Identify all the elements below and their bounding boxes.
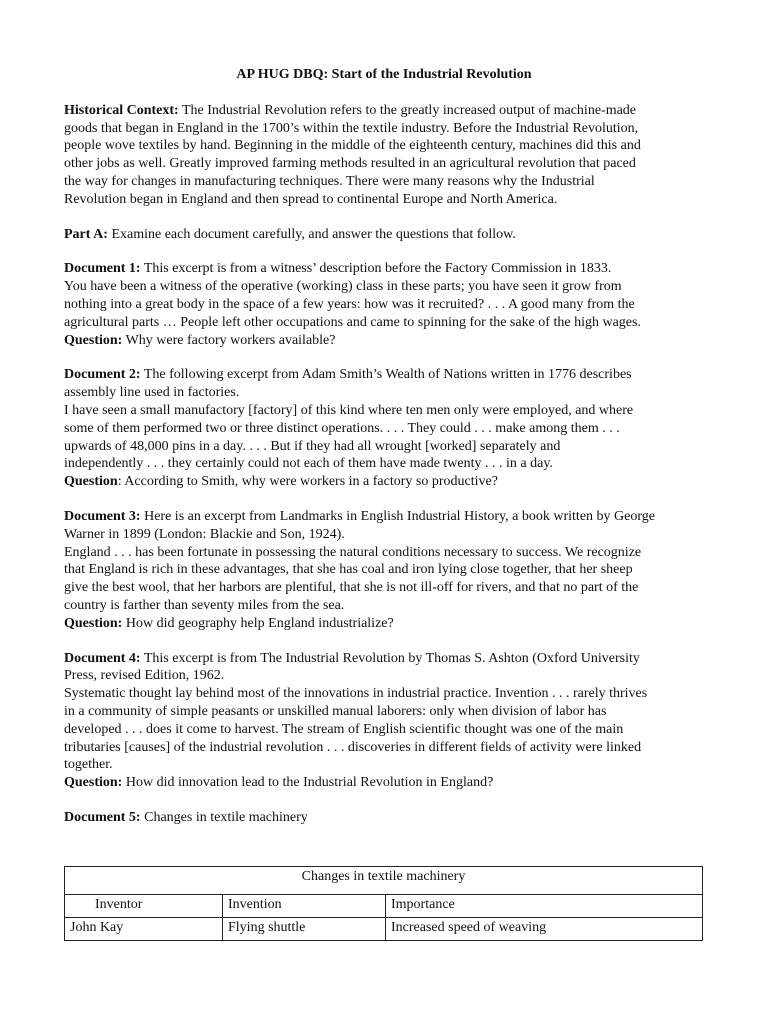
- table-caption-row: [65, 867, 703, 895]
- question-label: Question:: [64, 775, 123, 791]
- historical-context: [64, 102, 704, 209]
- document-intro: Here is an excerpt from Landmarks in English Industrial History, a book written by George: [140, 508, 655, 524]
- document-1: [64, 260, 704, 349]
- context-line: [64, 102, 704, 120]
- excerpt-line: Systematic thought lay behind most of the innovations in industrial practice. Invention . . . rarely thrives: [64, 686, 648, 702]
- question-line: [64, 332, 704, 350]
- column-header-inventor: Inventor: [65, 895, 223, 918]
- excerpt-line: Press, revised Edition, 1962.: [64, 668, 225, 684]
- context-line: goods that began in England in the 1700’s within the textile industry. Before the Industrial Revolution,: [64, 120, 639, 136]
- excerpt-line: developed . . . does it come to harvest. The stream of English scientific thought was one of the main: [64, 721, 624, 737]
- column-header-invention: Invention: [223, 895, 386, 918]
- document-4: [64, 650, 704, 792]
- table-cell-invention: Flying shuttle: [223, 918, 386, 941]
- excerpt-line: tributaries [causes] of the industrial revolution . . . discoveries in different fields of activity were linked: [64, 739, 642, 755]
- excerpt-line: agricultural parts … People left other occupations and came to spinning for the sake of the high wages.: [64, 314, 641, 330]
- excerpt-line: that England is rich in these advantages, that she has coal and iron lying close together, that her sheep: [64, 562, 633, 578]
- context-label: Historical Context:: [64, 102, 179, 118]
- question-label: Question: [64, 474, 118, 490]
- excerpt-line: nothing into a great body in the space of a few years: how was it recruited? . . . A good many from the: [64, 296, 635, 312]
- document-label: Document 3:: [64, 508, 141, 524]
- question-text: How did innovation lead to the Industrial Revolution in England?: [122, 775, 494, 791]
- column-header-importance: Importance: [386, 895, 703, 918]
- context-line: the way for changes in manufacturing techniques. There were many reasons why the Industrial: [64, 173, 595, 189]
- context-text: The Industrial Revolution refers to the greatly increased output of machine-made: [178, 102, 637, 118]
- question-text: Why were factory workers available?: [122, 332, 336, 348]
- document-label: Document 4:: [64, 650, 141, 666]
- document-3: [64, 508, 704, 633]
- document-intro: This excerpt is from The Industrial Revolution by Thomas S. Ashton (Oxford University: [140, 650, 640, 666]
- excerpt-line: upwards of 48,000 pins in a day. . . . But if they had all wrought [worked] separately and: [64, 438, 561, 454]
- excerpt-line: together.: [64, 757, 113, 773]
- textile-machinery-table: [64, 866, 703, 941]
- document-intro: The following excerpt from Adam Smith’s Wealth of Nations written in 1776 describes: [140, 367, 632, 383]
- excerpt-line: I have seen a small manufactory [factory] of this kind where ten men only were employed, and where: [64, 402, 634, 418]
- part-a-text: Examine each document carefully, and answer the questions that follow.: [107, 226, 516, 242]
- excerpt-line: country is farther than seventy miles from the sea.: [64, 597, 345, 613]
- question-label: Question:: [64, 332, 123, 348]
- question-line: [64, 774, 704, 792]
- table-row: [65, 918, 703, 941]
- question-text: How did geography help England industrialize?: [122, 615, 394, 631]
- table-cell-inventor: John Kay: [65, 918, 223, 941]
- document-label: Document 5:: [64, 809, 141, 825]
- excerpt-line: You have been a witness of the operative (working) class in these parts; you have seen it grow from: [64, 279, 622, 295]
- excerpt-line: Warner in 1899 (London: Blackie and Son, 1924).: [64, 526, 345, 542]
- question-line: [64, 473, 704, 491]
- question-label: Question:: [64, 615, 123, 631]
- table-header-row: [65, 895, 703, 918]
- document-label: Document 1:: [64, 261, 141, 277]
- part-a-instructions: [64, 226, 704, 244]
- excerpt-line: independently . . . they certainly could not each of them have made twenty . . . in a day.: [64, 456, 553, 472]
- context-line: people wove textiles by hand. Beginning in the middle of the eighteenth century, machines did this and: [64, 138, 641, 154]
- excerpt-line: in a community of simple peasants or unskilled manual laborers: only when division of labor has: [64, 703, 607, 719]
- question-line: [64, 615, 704, 633]
- document-5: [64, 809, 704, 827]
- document-intro: This excerpt is from a witness’ description before the Factory Commission in 1833.: [140, 261, 612, 277]
- document-page: [64, 66, 704, 844]
- document-intro: Changes in textile machinery: [140, 809, 308, 825]
- excerpt-line: give the best wool, that her harbors are plentiful, that she is not ill-off for rivers, and that no part of the: [64, 580, 639, 596]
- excerpt-line: England . . . has been fortunate in possessing the natural conditions necessary to success. We recognize: [64, 544, 642, 560]
- context-line: other jobs as well. Greatly improved farming methods resulted in an agricultural revolution that paced: [64, 156, 636, 172]
- context-line: Revolution began in England and then spread to continental Europe and North America.: [64, 191, 558, 207]
- document-2: [64, 366, 704, 491]
- page-title: AP HUG DBQ: Start of the Industrial Revolution: [236, 67, 532, 82]
- excerpt-line: assembly line used in factories.: [64, 385, 240, 401]
- question-text: : According to Smith, why were workers in a factory so productive?: [117, 474, 498, 490]
- part-a-label: Part A:: [64, 226, 108, 242]
- table-caption: Changes in textile machinery: [65, 867, 703, 895]
- document-label: Document 2:: [64, 367, 141, 383]
- excerpt-line: some of them performed two or three distinct operations. . . . They could . . . make among them . . .: [64, 420, 620, 436]
- table-cell-importance: Increased speed of weaving: [386, 918, 703, 941]
